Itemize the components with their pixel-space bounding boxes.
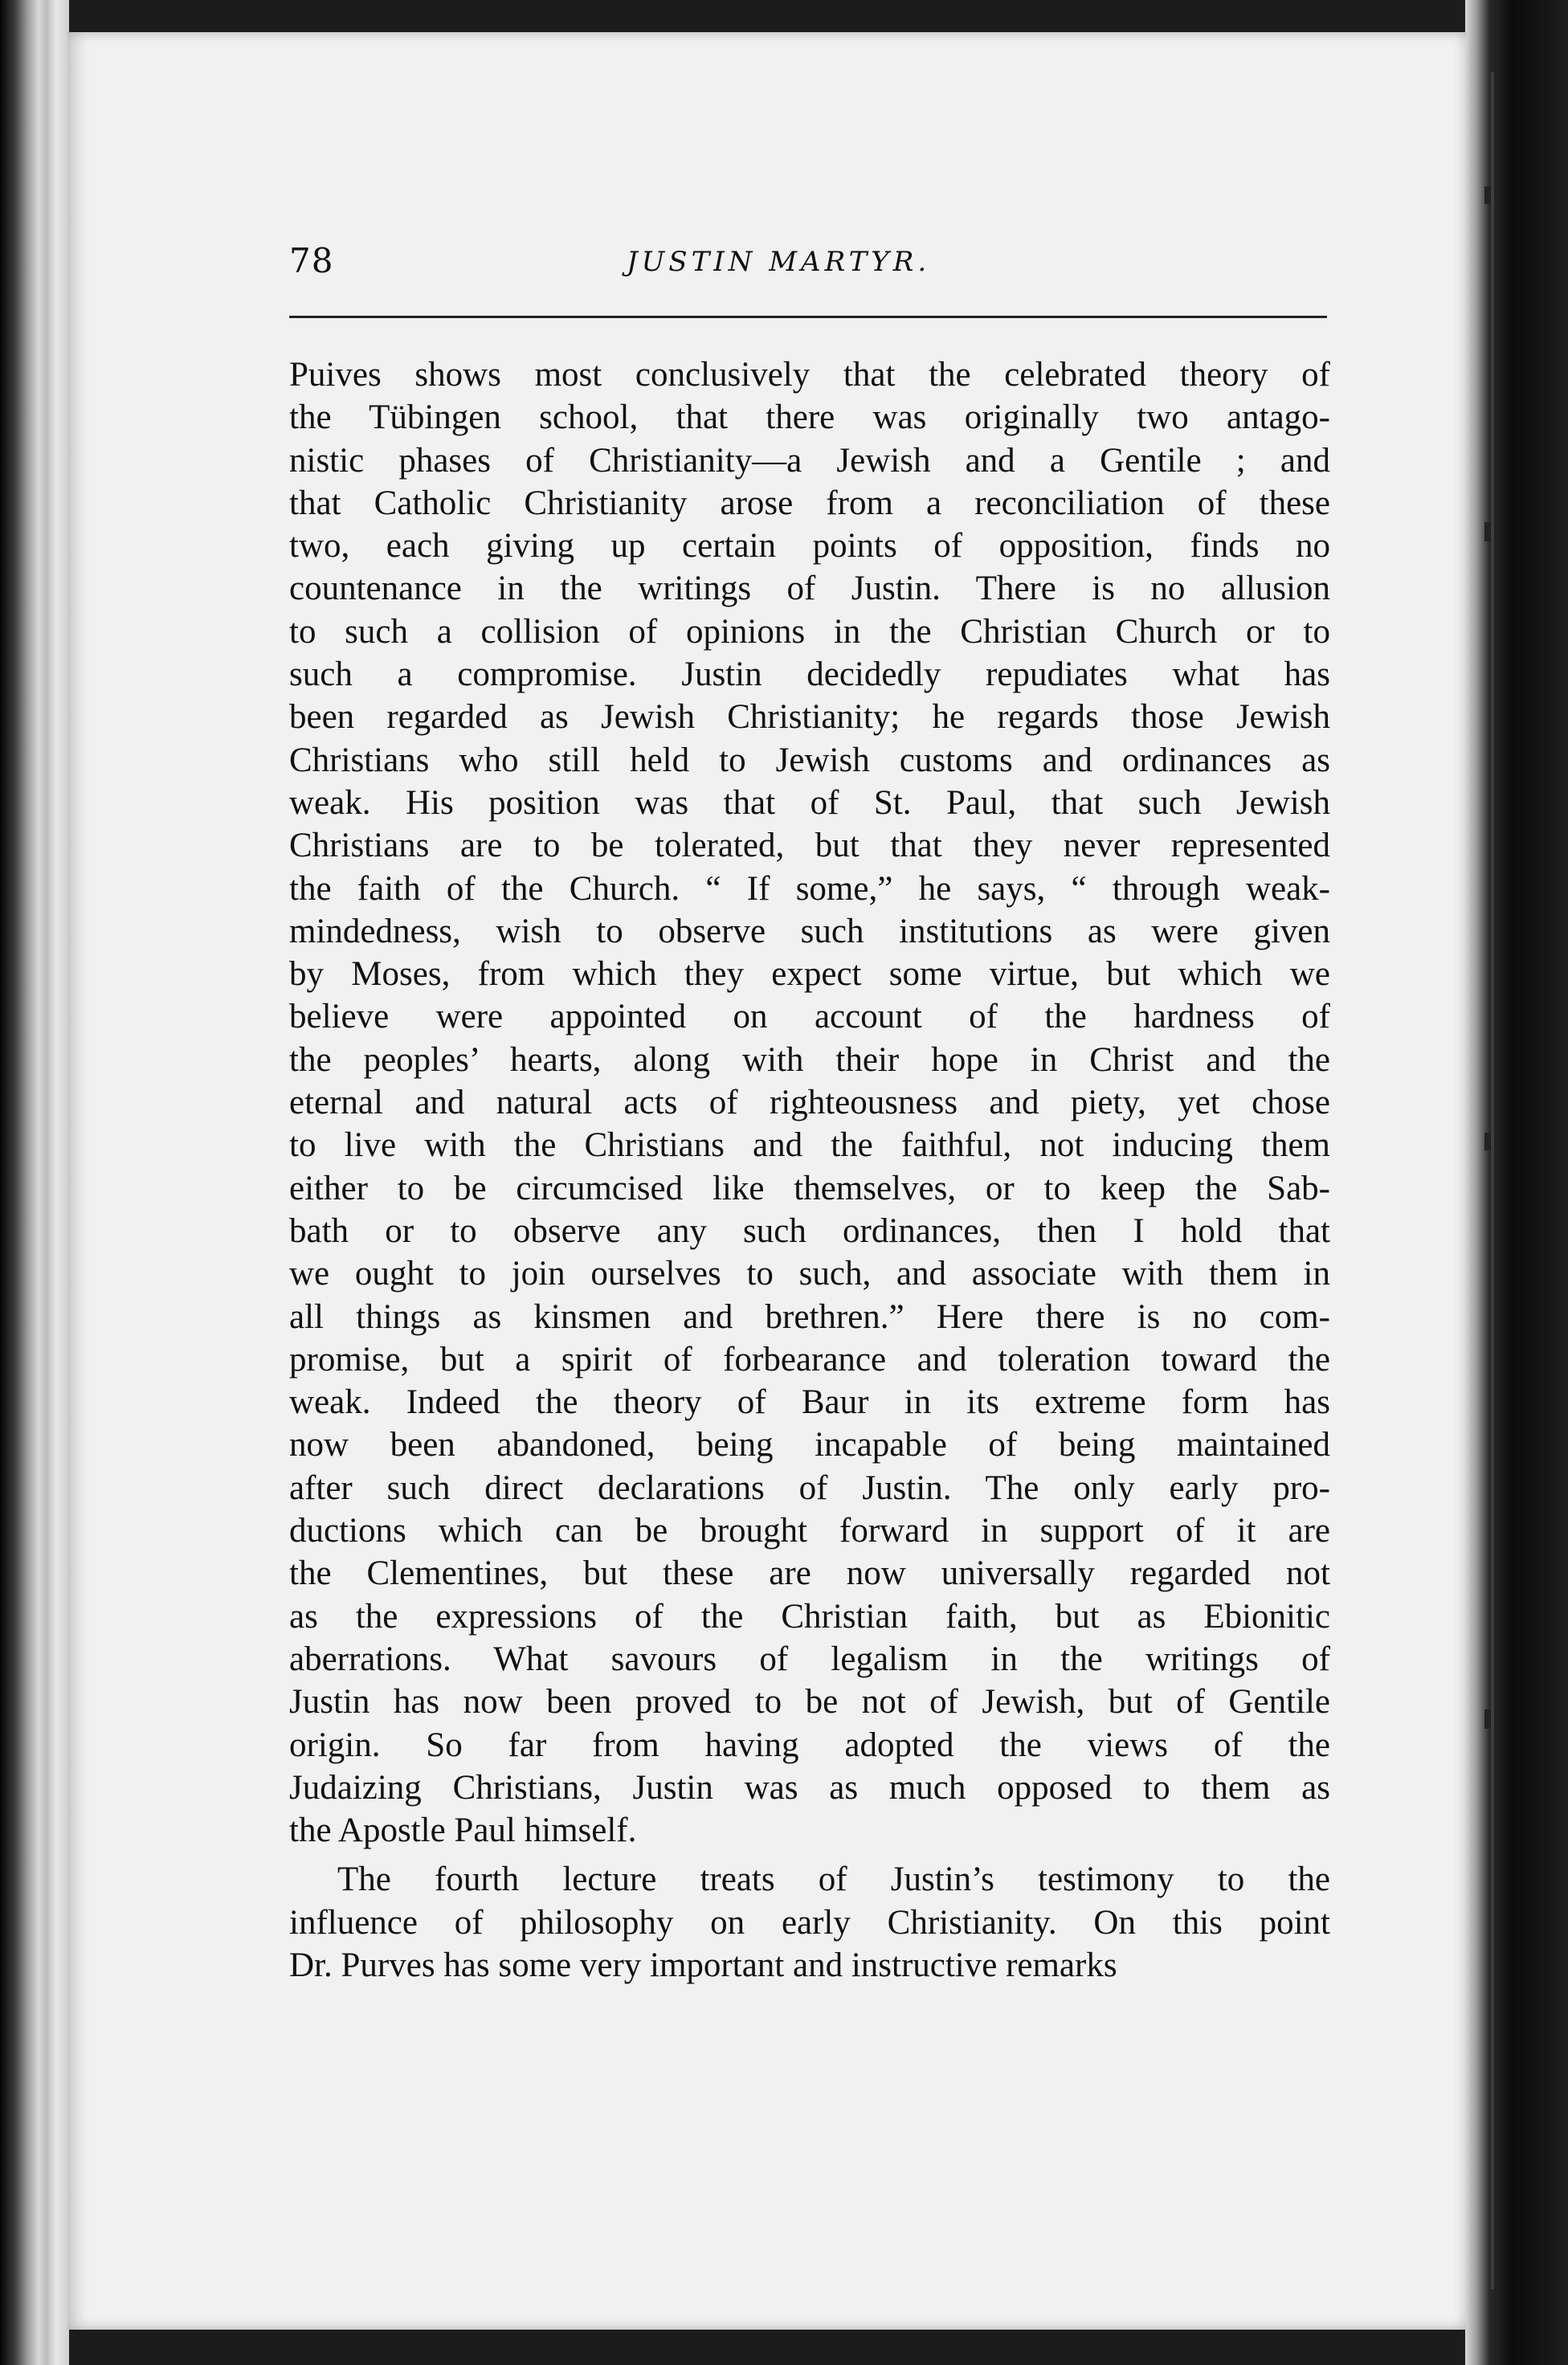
page-edge-line	[1491, 72, 1494, 2289]
text-line: weak. His position was that of St. Paul, that such Jewish	[289, 783, 1330, 822]
body-text	[289, 353, 1330, 1987]
text-line: believe were appointed on account of the hardness of	[289, 998, 1330, 1036]
text-line: after such direct declarations of Justin. The only early pro-	[289, 1468, 1330, 1507]
text-line: Puives shows most conclusively that the celebrated theory of	[289, 356, 1330, 394]
text-line: by Moses, from which they expect some virtue, but which we	[289, 955, 1330, 994]
text-line: all things as kinsmen and brethren.” Here there is no com-	[289, 1297, 1330, 1336]
text-line: origin. So far from having adopted the views of the	[289, 1726, 1330, 1764]
text-line: the Clementines, but these are now universally regarded not	[289, 1554, 1330, 1593]
text-line: been regarded as Jewish Christianity; he regards those Jewish	[289, 698, 1330, 737]
paragraph-gap	[289, 1852, 1330, 1858]
text-line: eternal and natural acts of righteousness and piety, yet chose	[289, 1084, 1330, 1122]
text-line: the faith of the Church. “ If some,” he says, “ through weak-	[289, 869, 1330, 908]
text-line: Christians who still held to Jewish customs and ordinances as	[289, 741, 1330, 779]
text-line: promise, but a spirit of forbearance and toleration toward the	[289, 1340, 1330, 1379]
text-line: countenance in the writings of Justin. There is no allusion	[289, 570, 1330, 608]
scan-mark	[1484, 186, 1491, 204]
scan-mark	[1484, 1133, 1491, 1150]
text-line: that Catholic Christianity arose from a reconciliation of these	[289, 484, 1330, 522]
running-header	[289, 241, 1325, 292]
text-line: influence of philosophy on early Christianity. On this point	[289, 1903, 1330, 1942]
text-line: Dr. Purves has some very important and instructive remarks	[289, 1946, 1117, 1984]
text-line: weak. Indeed the theory of Baur in its extreme form has	[289, 1383, 1330, 1422]
text-line: Christians are to be tolerated, but that they never represented	[289, 827, 1330, 865]
running-title: JUSTIN MARTYR.	[627, 246, 931, 278]
text-line: the Apostle Paul himself.	[289, 1812, 637, 1850]
text-line: to such a collision of opinions in the Christian Church or to	[289, 612, 1330, 651]
text-line: mindedness, wish to observe such institutions as were given	[289, 912, 1330, 950]
header-rule	[289, 316, 1327, 318]
book-spine	[0, 0, 69, 2365]
text-line: aberrations. What savours of legalism in the writings of	[289, 1640, 1330, 1678]
page-number: 78	[289, 241, 334, 280]
text-line: Justin has now been proved to be not of Jewish, but of Gentile	[289, 1683, 1330, 1722]
text-line: we ought to join ourselves to such, and associate with them in	[289, 1255, 1330, 1293]
text-line: nistic phases of Christianity—a Jewish and a Gentile ; and	[289, 441, 1330, 480]
text-line: the Tübingen school, that there was originally two antago-	[289, 398, 1330, 437]
scan-mark	[1484, 522, 1491, 541]
text-line: either to be circumcised like themselves, or to keep the Sab-	[289, 1169, 1330, 1207]
text-line: to live with the Christians and the faithful, not inducing them	[289, 1126, 1330, 1165]
text-line: bath or to observe any such ordinances, then I hold that	[289, 1211, 1330, 1250]
text-line: the peoples’ hearts, along with their hope in Christ and the	[289, 1040, 1330, 1079]
text-line: as the expressions of the Christian faith, but as Ebionitic	[289, 1597, 1330, 1636]
text-line: now been abandoned, being incapable of being maintained	[289, 1426, 1330, 1464]
text-line: two, each giving up certain points of opposition, finds no	[289, 527, 1330, 566]
text-line: The fourth lecture treats of Justin’s testimony to the	[337, 1861, 1330, 1899]
text-line: such a compromise. Justin decidedly repudiates what has	[289, 656, 1330, 694]
text-line: ductions which can be brought forward in support of it are	[289, 1512, 1330, 1550]
text-line: Judaizing Christians, Justin was as much opposed to them as	[289, 1768, 1330, 1807]
scan-mark	[1484, 1709, 1491, 1729]
page-fore-edge	[1465, 0, 1568, 2365]
